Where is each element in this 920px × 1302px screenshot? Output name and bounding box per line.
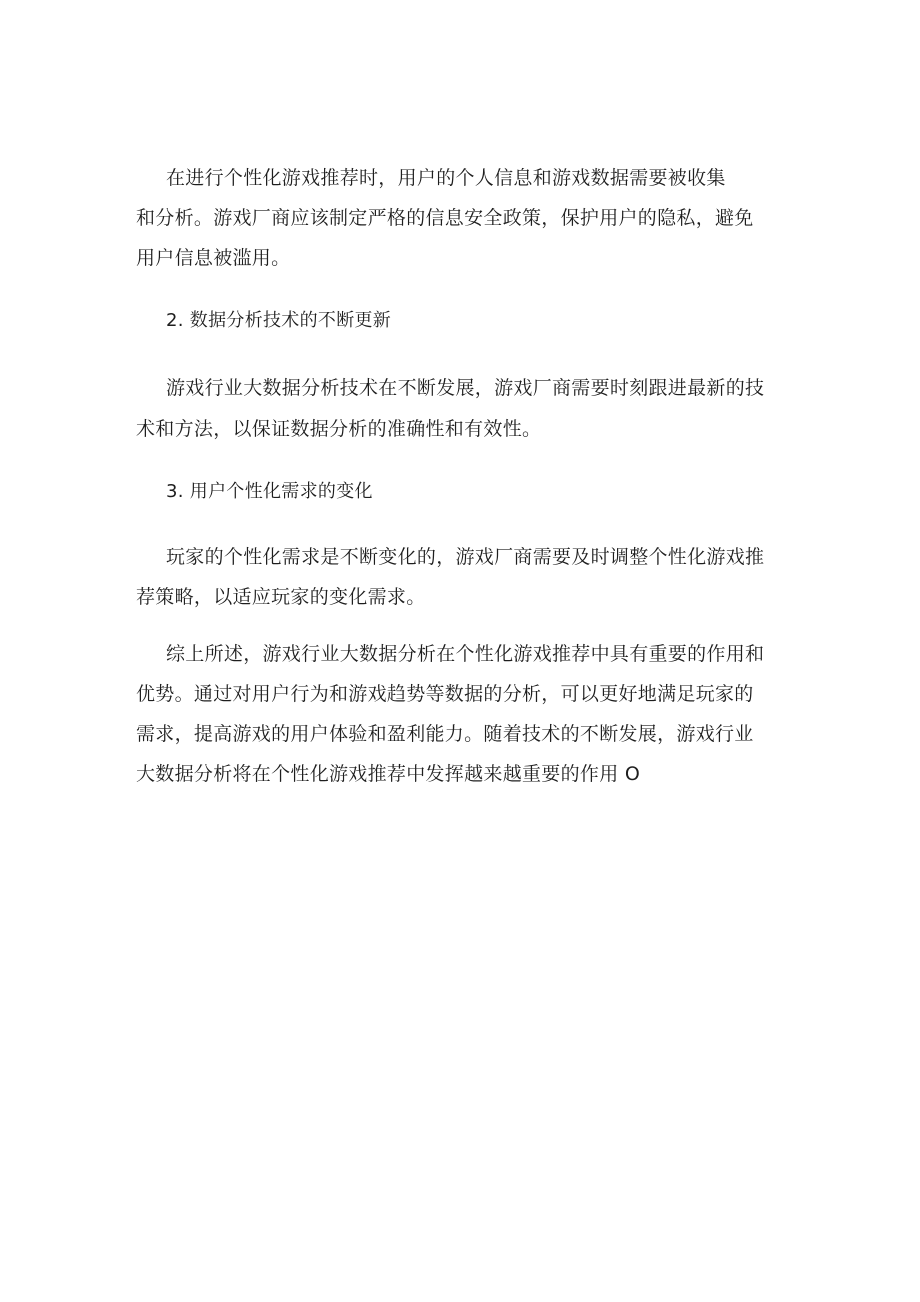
paragraph-line: 在进行个性化游戏推荐时，用户的个人信息和游戏数据需要被收集 [166, 167, 726, 189]
paragraph-line: 术和方法，以保证数据分析的准确性和有效性。 [136, 418, 542, 440]
paragraph-line: 游戏行业大数据分析技术在不断发展，游戏厂商需要时刻跟进最新的技 [166, 377, 765, 399]
paragraph-line: 大数据分析将在个性化游戏推荐中发挥越来越重要的作用 O [136, 763, 641, 785]
paragraph-line: 用户信息被滥用。 [136, 247, 291, 269]
paragraph-line: 需求，提高游戏的用户体验和盈利能力。随着技术的不断发展，游戏行业 [136, 723, 754, 745]
section-heading-2: 2. 数据分析技术的不断更新 [166, 310, 392, 331]
paragraph-line: 和分析。游戏厂商应该制定严格的信息安全政策，保护用户的隐私，避免 [136, 207, 754, 229]
paragraph-line: 综上所述，游戏行业大数据分析在个性化游戏推荐中具有重要的作用和 [166, 643, 765, 665]
paragraph-line: 优势。通过对用户行为和游戏趋势等数据的分析，可以更好地满足玩家的 [136, 683, 754, 705]
paragraph-line: 荐策略，以适应玩家的变化需求。 [136, 586, 426, 608]
section-heading-3: 3. 用户个性化需求的变化 [166, 481, 373, 502]
paragraph-line: 玩家的个性化需求是不断变化的，游戏厂商需要及时调整个性化游戏推 [166, 546, 765, 568]
